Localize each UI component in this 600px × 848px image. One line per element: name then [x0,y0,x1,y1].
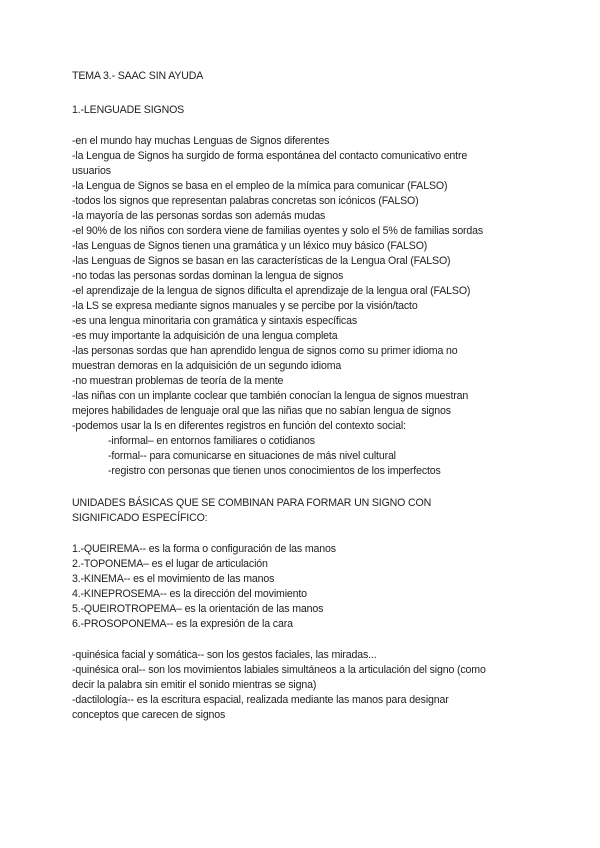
unit-item: 4.-KINEPROSEMA-- es la dirección del movimiento [72,588,307,600]
unit-item: 3.-KINEMA-- es el movimiento de las manos [72,573,275,585]
text-line: -podemos usar la ls en diferentes registros en función del contexto social: [72,420,406,432]
section-heading: UNIDADES BÁSICAS QUE SE COMBINAN PARA FORMAR UN SIGNO CON [72,497,432,509]
section-heading: SIGNIFICADO ESPECÍFICO: [72,512,208,524]
note-line: decir la palabra sin emitir el sonido mientras se signa) [72,679,317,691]
note-line: -quinésica oral-- son los movimientos labiales simultáneos a la articulación del signo (como [72,664,486,676]
note-line: -dactilología-- es la escritura espacial, realizada mediante las manos para designar [72,694,449,706]
text-line: -todos los signos que representan palabras concretas son icónicos (FALSO) [72,195,419,207]
text-line: -la mayoría de las personas sordas son además mudas [72,210,326,222]
text-line: -la Lengua de Signos se basa en el empleo de la mímica para comunicar (FALSO) [72,180,448,192]
text-line: -la Lengua de Signos ha surgido de forma espontánea del contacto comunicativo entre [72,150,468,162]
unit-item: 1.-QUEIREMA-- es la forma o configuración de las manos [72,543,336,555]
note-line: conceptos que carecen de signos [72,709,226,721]
text-line: -no todas las personas sordas dominan la lengua de signos [72,270,344,282]
document-title: TEMA 3.- SAAC SIN AYUDA [72,70,204,82]
text-line: -las personas sordas que han aprendido lengua de signos como su primer idioma no [72,345,458,357]
register-item: -registro con personas que tienen unos conocimientos de los imperfectos [108,465,441,477]
text-line: -no muestran problemas de teoría de la mente [72,375,284,387]
text-line: usuarios [72,165,111,177]
note-line: -quinésica facial y somática-- son los gestos faciales, las miradas... [72,649,377,661]
text-line: -el 90% de los niños con sordera viene de familias oyentes y solo el 5% de familias sordas [72,225,484,237]
register-item: -informal– en entornos familiares o cotidianos [108,435,315,447]
text-line: -en el mundo hay muchas Lenguas de Signos diferentes [72,135,330,147]
text-line: muestran demoras en la adquisición de un segundo idioma [72,360,342,372]
text-line: -las Lenguas de Signos se basan en las características de la Lengua Oral (FALSO) [72,255,451,267]
text-line: -la LS se expresa mediante signos manuales y se percibe por la visión/tacto [72,300,418,312]
text-line: -el aprendizaje de la lengua de signos dificulta el aprendizaje de la lengua oral (FALSO) [72,285,471,297]
register-item: -formal-- para comunicarse en situaciones de más nivel cultural [108,450,396,462]
text-line: -las Lenguas de Signos tienen una gramática y un léxico muy básico (FALSO) [72,240,428,252]
text-line: -las niñas con un implante coclear que también conocían la lengua de signos muestran [72,390,469,402]
unit-item: 6.-PROSOPONEMA-- es la expresión de la cara [72,618,293,630]
section-heading: 1.-LENGUADE SIGNOS [72,104,185,116]
unit-item: 2.-TOPONEMA– es el lugar de articulación [72,558,268,570]
text-line: mejores habilidades de lenguaje oral que las niñas que no sabían lengua de signos [72,405,451,417]
text-line: -es muy importante la adquisición de una lengua completa [72,330,338,342]
unit-item: 5.-QUEIROTROPEMA– es la orientación de las manos [72,603,324,615]
text-line: -es una lengua minoritaria con gramática y sintaxis específicas [72,315,357,327]
